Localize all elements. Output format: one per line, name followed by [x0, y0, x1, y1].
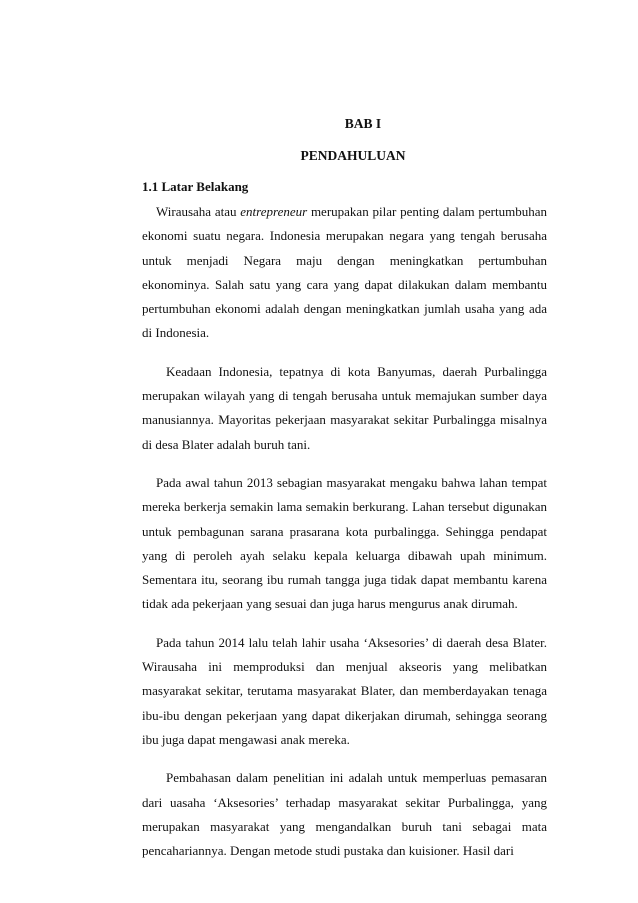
- paragraph-4: Pada tahun 2014 lalu telah lahir usaha ‘Aksesories’ di daerah desa Blater. Wirausaha ini memproduksi dan menjual akseoris yang melibatkan masyarakat sekitar, terutama masyarakat Blater, dan memberdayakan tenaga ibu-ibu dengan pekerjaan yang dapat dikerjakan dirumah, sehingga seorang ibu juga dapat mengawasi anak mereka.: [142, 634, 547, 747]
- paragraph-1-text-after: merupakan pilar penting dalam pertumbuhan ekonomi suatu negara. Indonesia merupakan negara yang tengah berusaha untuk menjadi Negara maju dengan meningkatkan pertumbuhan ekonominya. Salah satu yang cara yang dapat dilakukan dalam membantu pertumbuhan ekonomi adalah dengan meningkatkan jumlah usaha yang ada di Indonesia.: [142, 204, 547, 341]
- paragraph-5: Pembahasan dalam penelitian ini adalah untuk memperluas pemasaran dari uasaha ‘Aksesories’ terhadap masyarakat sekitar Purbalingga, yang merupakan masyarakat yang mengandalkan buruh tani sebagai mata pencahariannya. Dengan metode studi pustaka dan kuisioner. Hasil dari: [142, 770, 547, 859]
- chapter-title: PENDAHULUAN: [300, 148, 406, 163]
- paragraph-1-emphasis: entrepreneur: [240, 204, 308, 219]
- paragraph-1: [142, 200, 547, 346]
- body-text: [142, 200, 547, 877]
- chapter-number: BAB I: [344, 116, 382, 131]
- section-heading: 1.1 Latar Belakang: [142, 179, 249, 194]
- paragraph-1-text-before: Wirausaha atau: [156, 204, 241, 219]
- paragraph-3: Pada awal tahun 2013 sebagian masyarakat mengaku bahwa lahan tempat mereka berkerja semakin lama semakin berkurang. Lahan tersebut digunakan untuk pembagunan sarana prasarana kota purbalingga. Sehingga pendapat yang di peroleh ayah selaku kepala keluarga dibawah upah minimum. Sementara itu, seorang ibu rumah tangga juga tidak dapat membantu karena tidak ada pekerjaan yang sesuai dan juga harus mengurus anak dirumah.: [142, 474, 547, 612]
- paragraph-2: Keadaan Indonesia, tepatnya di kota Banyumas, daerah Purbalingga merupakan wilayah yang di tengah berusaha untuk memajukan sumber daya manusiannya. Mayoritas pekerjaan masyarakat sekitar Purbalingga misalnya di desa Blater adalah buruh tani.: [142, 363, 547, 452]
